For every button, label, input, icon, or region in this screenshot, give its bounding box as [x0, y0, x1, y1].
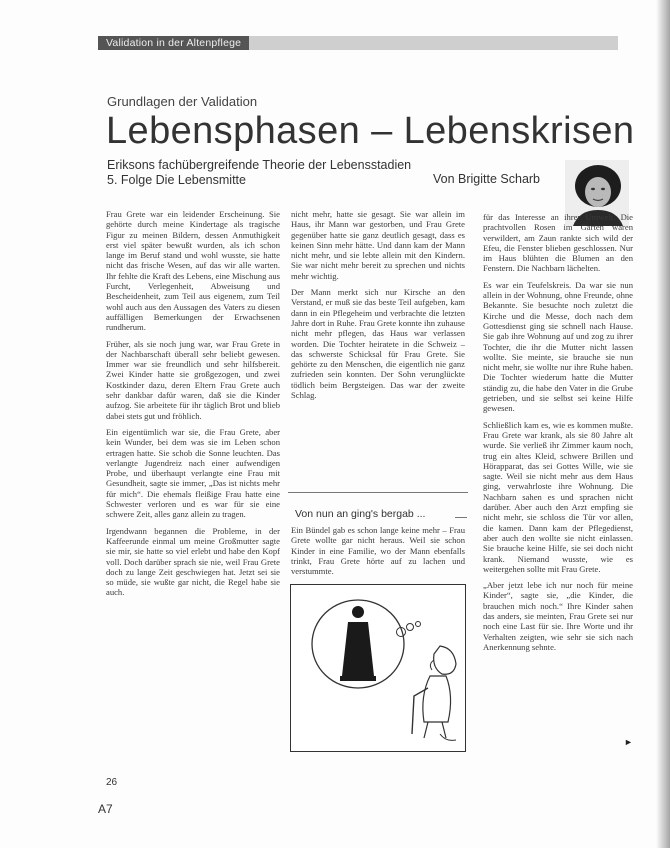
paragraph: „Aber jetzt lebe ich nur noch für meine Kinder“, sagte sie, „die Kinder, die brauchen mich noch.“ Ihre Kinder sahen das anders, sie meinten, Frau Grete sei nur noch eine Last für sie. Ihre Worte und ihr Verhalten zeigten, wie sehr sie sich nach Anerkennung sehnte.	[483, 580, 633, 652]
divider	[455, 517, 467, 518]
section-subheading: Von nun an ging's bergab ...	[295, 508, 426, 520]
paragraph: Ein eigentümlich war sie, die Frau Grete, aber kein Wunder, bei dem was sie im Leben schon ertragen hatte. Sie schob die Sonne leuchten. Das verlangte Jugendreiz nach einer aufwendigen Probe, und überhaupt verlangte eine Frau mit Gesundheit, sagte sie immer, „Das ist nichts mehr für mich“. Die ehemals fleißige Frau hatte eine Schwester verloren und es war für sie eine schwere Zeit, alles ganz allein zu tragen.	[106, 426, 280, 520]
article-title: Lebensphasen – Lebenskrisen	[106, 110, 635, 152]
author-byline: Von Brigitte Scharb	[433, 172, 541, 186]
paragraph: Frau Grete war ein leidender Erscheinung. Sie gehörte durch meine Kindertage als tragische Figur zu meinen Bildern, dessen Anmuthigkeit erst viel später bewußt wurden, als ich schon lange im Beruf stand und wohl wusste, sie hatte nicht das frische Wesen, auf das wir alle warten. Ihr fehlte die Kraft des Lebens, eine Mischung aus Furcht, Verlegenheit, Abweisung und Bescheidenheit, zum Teil aus eigenem, zum Teil wohl auch aus den Aussagen des Vaters zu diesen auffälligen Bemerkungen der Erwachsenen rundherum.	[106, 209, 280, 333]
paragraph: Früher, als sie noch jung war, war Frau Grete in der Nachbarschaft überall sehr beliebt gewesen. Immer war sie freundlich und sehr hilfsbereit. Zwei Kinder hatte sie großgezogen, und zwei Kostkinder dazu, deren Eltern Frau Grete auch sehr dankbar dafür waren, daß sie die Kinder aufzog. Sie arbeitete für ihr täglich Brot und blieb dabei stets gut und fröhlich.	[106, 338, 280, 421]
cartoon-illustration	[290, 584, 466, 752]
paragraph: Es war ein Teufelskreis. Da war sie nun allein in der Wohnung, ohne Freunde, ohne Bekannte. Sie besuchte noch zuletzt die Kirche und die Messe, doch nach dem Gottesdienst ging sie schnell nach Hause. Sie gab ihre Wohnung auf und zog zu ihrer Tochter, die ihr die Mutter nicht lassen wollte. Sie meinte, sie brauche sie nun nicht mehr, sie wollte nur ihre Ruhe haben. Die Tochter wiederum hatte die Mutter ständig zu, die habe den Vater in die Grube getrieben, und sie selbst sei keine Hilfe gewesen.	[483, 279, 633, 414]
section-tag: Validation in der Altenpflege	[98, 36, 249, 50]
text-column-1	[106, 209, 280, 749]
paragraph: Schließlich kam es, wie es kommen mußte. Frau Grete war krank, als sie 80 Jahre alt wurde. Sie verließ ihr Zimmer kaum noch, trug ein altes Kleid, schwere Brillen und Hörapparat, das sei Gottes Wille, wie sie sagte. Weil sie nicht mehr aus dem Haus ging, verwahrloste ihre Wohnung. Die Nachbarn sahen es und sprachen nicht darüber. Aber auch den Arzt empfing sie nicht mehr, sie schloss die Tür vor allen, die kamen. Dann kam der Pflegedienst, aber auch den wollte sie nicht einlassen. Sie brauche keine Hilfe, sie sei doch nicht krank. Niemand wusste, wie es weitergehen sollte mit Frau Grete.	[483, 419, 633, 574]
series-episode: 5. Folge Die Lebensmitte	[107, 173, 246, 187]
paragraph: für das Interesse an ihrer Umwelt. Die prachtvollen Rosen im Garten waren verwildert, am Zaun rankte sich wild der Efeu, die Fenster blieben geschlossen. Nur im Haus blühten die Blumen an den Fenstern. Die Nachbarn lächelten.	[483, 212, 633, 274]
paragraph: nicht mehr, hatte sie gesagt. Sie war allein im Haus, ihr Mann war gestorben, und Frau Grete gegenüber hatte sie ganz deutlich gesagt, dass es keinen Sinn mehr hätte. Und dann kam der Mann nicht mehr, und sie lebte allein mit den Kindern. Sie war nicht mehr bereit zu sprechen und nichts mehr wichtig.	[291, 209, 465, 281]
page-number: 26	[106, 777, 118, 788]
paragraph: Ein Bündel gab es schon lange keine mehr – Frau Grete wollte gar nicht heraus. Weil sie schon Kinder in eine Familie, wo der Mann ebenfalls trinkt, Frau Grete hörte auf zu lachen und verstummte.	[291, 525, 465, 577]
text-column-3	[483, 212, 633, 752]
text-column-2-continued	[291, 525, 465, 581]
divider	[288, 492, 468, 493]
text-column-2	[291, 209, 465, 489]
article-subtitle: Eriksons fachübergreifende Theorie der Lebensstadien	[107, 158, 412, 172]
paragraph: Der Mann merkt sich nur Kirsche an den Verstand, er muß sie das beste Teil aufgeben, kam dann in ein Pflegeheim und verbrachte die letzten Jahre dort in Ruhe. Frau Grete konnte ihn zuhause nicht mehr pflegen, das Haus war verlassen worden. Die Tochter heiratete in die Schweiz – das schwerste Schicksal für Frau Grete. Sie gehörte zu den Menschen, die eigentlich nie ganz zufrieden sein konnten. Der Sohn verunglückte tödlich beim Bergsteigen. Das war der zweite Schlag.	[291, 287, 465, 401]
article-kicker: Grundlagen der Validation	[107, 94, 258, 109]
handwritten-mark: A7	[98, 802, 113, 816]
continue-arrow-icon: ►	[624, 737, 633, 747]
paragraph: Irgendwann begannen die Probleme, in der Kaffeerunde einmal um meine Großmutter sagte sie mir, sie hatte so viel erlebt und habe den Kopf voll. Doch darüber sprach sie nie, weil Frau Grete doch zu lange Zeit geschwiegen hat. Jetzt sei sie so müde, sie wußte gar nicht, die Regel habe sie auch.	[106, 525, 280, 598]
binding-shadow	[656, 0, 670, 848]
